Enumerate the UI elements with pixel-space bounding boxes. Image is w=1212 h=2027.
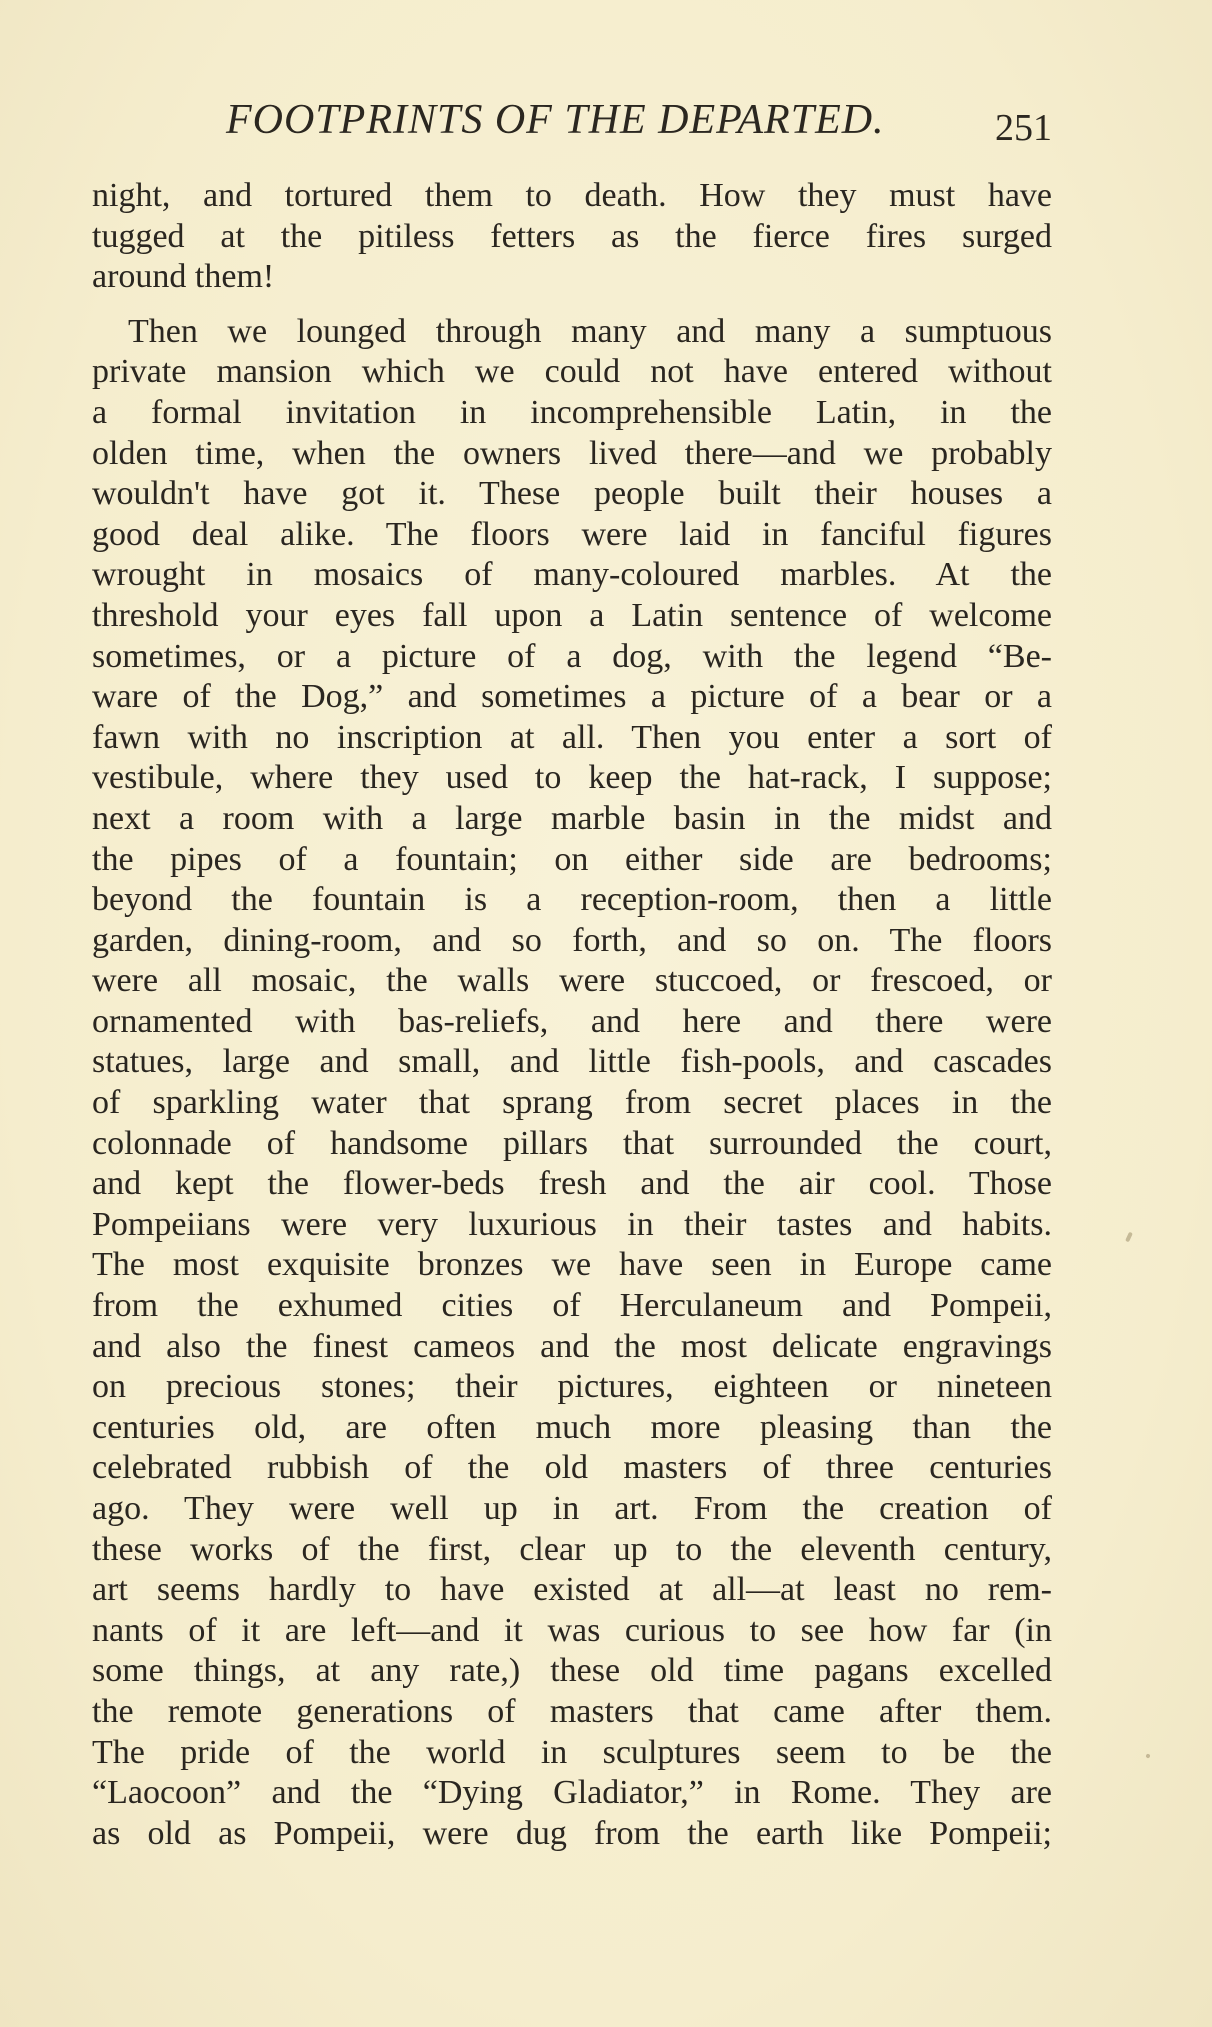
text-line: centuries old, are often much more pleasing than the [92, 1408, 1052, 1446]
paper-speck [1145, 1753, 1150, 1758]
text-line: vestibule, where they used to keep the hat-rack, I suppose; [92, 759, 1052, 797]
text-line: Pompeiians were very luxurious in their tastes and habits. [92, 1205, 1052, 1243]
text-line: olden time, when the owners lived there—and we probably [92, 434, 1052, 472]
text-line: around them! [92, 258, 275, 296]
text-line: private mansion which we could not have entered without [92, 353, 1052, 391]
text-line: night, and tortured them to death. How they must have [92, 177, 1052, 214]
text-line: some things, at any rate,) these old time pagans excelled [92, 1652, 1052, 1690]
text-line: as old as Pompeii, were dug from the earth like Pompeii; [92, 1814, 1052, 1852]
text-line: sometimes, or a picture of a dog, with the legend “Be- [92, 637, 1052, 675]
text-line: garden, dining-room, and so forth, and so on. The floors [92, 921, 1052, 959]
text-line: beyond the fountain is a reception-room, then a little [92, 881, 1052, 919]
text-line: statues, large and small, and little fish-pools, and cascades [92, 1043, 1052, 1081]
text-line: on precious stones; their pictures, eighteen or nineteen [92, 1368, 1052, 1406]
text-line: threshold your eyes fall upon a Latin sentence of welcome [92, 596, 1052, 634]
page-number: 251 [995, 107, 1052, 149]
text-line: wrought in mosaics of many-coloured marbles. At the [92, 556, 1052, 594]
text-line: the pipes of a fountain; on either side are bedrooms; [92, 840, 1052, 878]
text-line: wouldn't have got it. These people built their houses a [92, 475, 1052, 513]
text-line: The most exquisite bronzes we have seen in Europe came [92, 1246, 1052, 1284]
text-line: ornamented with bas-reliefs, and here and there were [92, 1002, 1052, 1040]
paragraph-first-line: Then we lounged through many and many a sumptuous [128, 312, 1052, 350]
text-line: good deal alike. The floors were laid in fanciful figures [92, 515, 1052, 553]
text-line: tugged at the pitiless fetters as the fierce fires surged [92, 217, 1052, 255]
paper-speck [1125, 1232, 1133, 1243]
text-line: nants of it are left—and it was curious to see how far (in [92, 1611, 1052, 1649]
text-line: art seems hardly to have existed at all—at least no rem- [92, 1571, 1052, 1609]
text-line: next a room with a large marble basin in the midst and [92, 799, 1052, 837]
text-line: these works of the first, clear up to the eleventh century, [92, 1530, 1052, 1568]
text-line: and kept the flower-beds fresh and the air cool. Those [92, 1165, 1052, 1203]
text-line: the remote generations of masters that came after them. [92, 1692, 1052, 1730]
text-line: ware of the Dog,” and sometimes a picture of a bear or a [92, 678, 1052, 716]
body-text [92, 176, 1052, 1854]
text-line: ago. They were well up in art. From the creation of [92, 1490, 1052, 1527]
text-line: fawn with no inscription at all. Then you enter a sort of [92, 718, 1052, 756]
text-line: colonnade of handsome pillars that surrounded the court, [92, 1124, 1052, 1162]
text-line: were all mosaic, the walls were stuccoed, or frescoed, or [92, 962, 1052, 1000]
text-line: The pride of the world in sculptures seem to be the [92, 1733, 1052, 1771]
text-line: and also the finest cameos and the most delicate engravings [92, 1327, 1052, 1365]
text-line: of sparkling water that sprang from secret places in the [92, 1084, 1052, 1122]
running-head-title: FOOTPRINTS OF THE DEPARTED. [226, 97, 885, 143]
text-line: a formal invitation in incomprehensible Latin, in the [92, 393, 1052, 431]
text-line: “Laocoon” and the “Dying Gladiator,” in Rome. They are [92, 1774, 1052, 1812]
text-line: from the exhumed cities of Herculaneum and Pompeii, [92, 1287, 1052, 1325]
text-line: celebrated rubbish of the old masters of three centuries [92, 1449, 1052, 1487]
